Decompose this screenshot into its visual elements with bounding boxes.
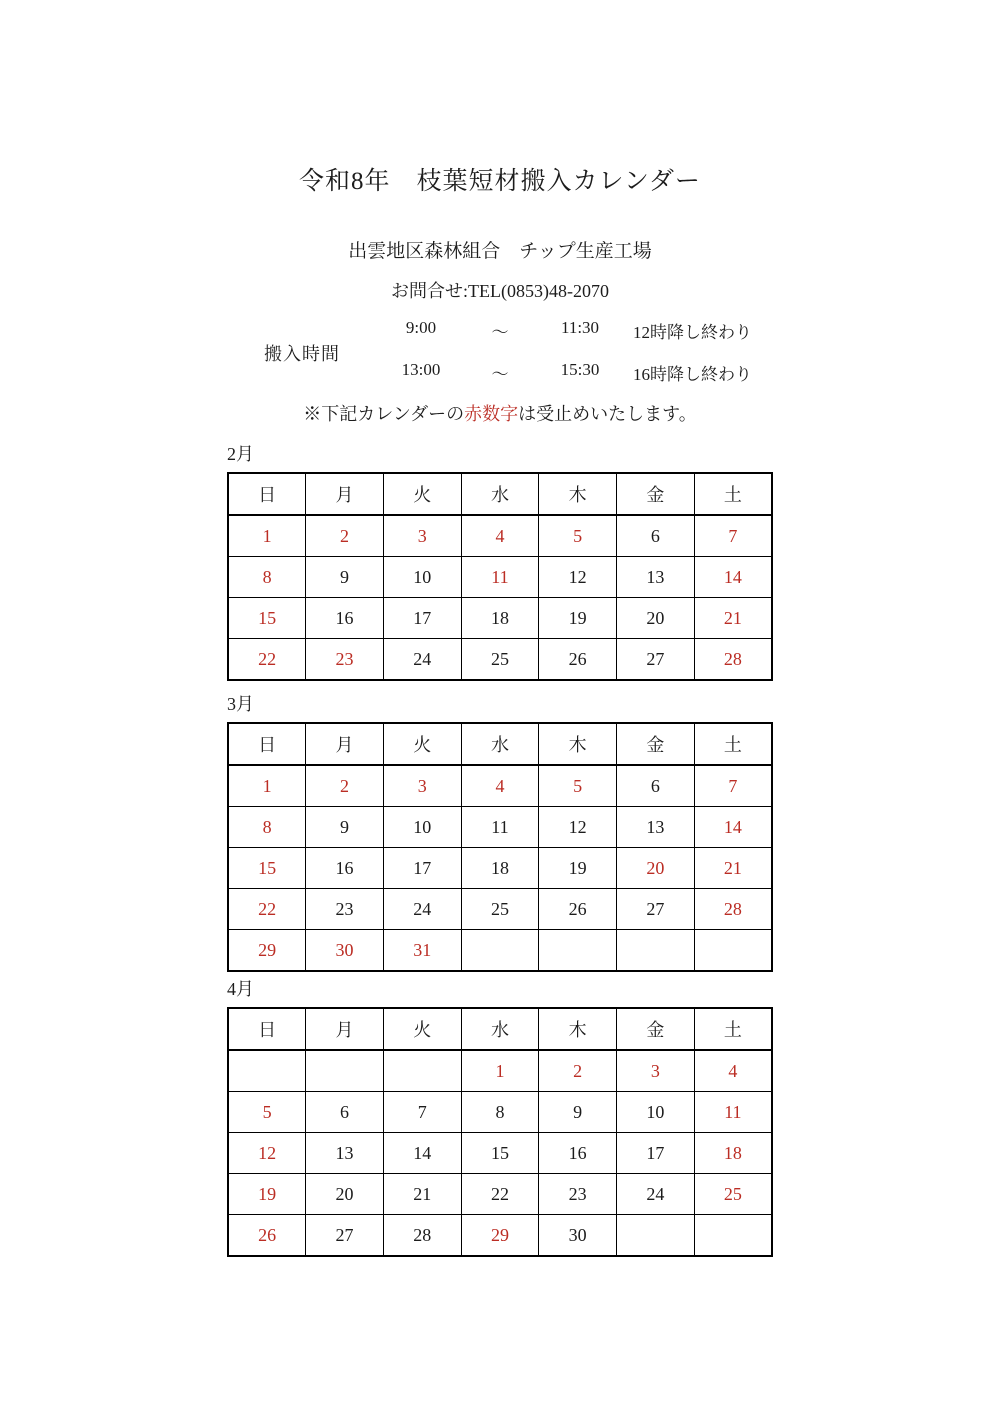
day-cell: 26 (539, 639, 617, 681)
day-cell: 16 (306, 598, 384, 639)
weekday-header-cell: 木 (539, 473, 617, 515)
day-cell: 23 (306, 639, 384, 681)
weekday-header-cell: 日 (228, 473, 306, 515)
weekday-header-cell: 火 (383, 723, 461, 765)
day-cell: 18 (694, 1133, 772, 1174)
week-row (228, 639, 772, 681)
calendar-table (227, 472, 773, 681)
delivery-row-afternoon (0, 360, 1000, 382)
day-cell: 28 (694, 889, 772, 930)
week-row (228, 1174, 772, 1215)
day-cell: 24 (617, 1174, 695, 1215)
day-cell: 27 (617, 639, 695, 681)
day-cell: 30 (539, 1215, 617, 1257)
weekday-header-cell: 日 (228, 723, 306, 765)
day-cell: 18 (461, 848, 539, 889)
day-cell: 28 (694, 639, 772, 681)
day-cell: 23 (306, 889, 384, 930)
day-cell: 28 (383, 1215, 461, 1257)
day-cell: 8 (228, 807, 306, 848)
afternoon-unload-deadline: 16時降し終わり (633, 365, 752, 384)
day-cell: 14 (383, 1133, 461, 1174)
week-row (228, 765, 772, 807)
day-cell: 27 (617, 889, 695, 930)
weekday-header-row (228, 723, 772, 765)
day-cell: 12 (228, 1133, 306, 1174)
weekday-header-cell: 金 (617, 723, 695, 765)
calendar-february (227, 440, 773, 681)
day-cell: 18 (461, 598, 539, 639)
weekday-header-cell: 土 (694, 473, 772, 515)
notice-suffix: は受止めいたします。 (518, 404, 697, 424)
delivery-time-label: 搬入時間 (264, 344, 340, 364)
day-cell: 25 (694, 1174, 772, 1215)
day-cell: 24 (383, 889, 461, 930)
day-cell: 19 (539, 848, 617, 889)
weekday-header-row (228, 1008, 772, 1050)
notice-prefix: ※下記カレンダーの (303, 404, 465, 424)
weekday-header-cell: 土 (694, 1008, 772, 1050)
day-cell: 5 (539, 515, 617, 557)
empty-day-cell (383, 1050, 461, 1092)
day-cell: 17 (383, 848, 461, 889)
week-row (228, 930, 772, 972)
page-title: 令和8年 枝葉短材搬入カレンダー (299, 168, 701, 195)
week-row (228, 557, 772, 598)
day-cell: 1 (461, 1050, 539, 1092)
day-cell: 6 (617, 515, 695, 557)
day-cell: 6 (306, 1092, 384, 1133)
day-cell: 25 (461, 889, 539, 930)
weekday-header-cell: 月 (306, 1008, 384, 1050)
weekday-header-cell: 火 (383, 1008, 461, 1050)
day-cell: 13 (306, 1133, 384, 1174)
day-cell: 26 (539, 889, 617, 930)
month-label: 2月 (227, 444, 254, 464)
day-cell: 2 (306, 765, 384, 807)
empty-day-cell (228, 1050, 306, 1092)
day-cell: 30 (306, 930, 384, 972)
day-cell: 20 (306, 1174, 384, 1215)
afternoon-end-time: 15:30 (560, 360, 600, 379)
calendar-table (227, 722, 773, 972)
day-cell: 15 (461, 1133, 539, 1174)
day-cell: 29 (461, 1215, 539, 1257)
day-cell: 2 (539, 1050, 617, 1092)
day-cell: 14 (694, 557, 772, 598)
day-cell: 13 (617, 807, 695, 848)
week-row (228, 848, 772, 889)
day-cell: 4 (461, 515, 539, 557)
day-cell: 7 (694, 515, 772, 557)
day-cell: 10 (383, 557, 461, 598)
weekday-header-cell: 金 (617, 1008, 695, 1050)
day-cell: 2 (306, 515, 384, 557)
calendar-april (227, 975, 773, 1257)
weekday-header-cell: 水 (461, 723, 539, 765)
week-row (228, 1092, 772, 1133)
calendar-march (227, 690, 773, 972)
tilde-separator: ～ (491, 365, 509, 384)
delivery-row-morning (0, 318, 1000, 340)
weekday-header-row (228, 473, 772, 515)
day-cell: 1 (228, 515, 306, 557)
day-cell: 19 (539, 598, 617, 639)
day-cell: 5 (539, 765, 617, 807)
empty-day-cell (539, 930, 617, 972)
month-label: 4月 (227, 979, 254, 999)
day-cell: 3 (617, 1050, 695, 1092)
day-cell: 21 (694, 848, 772, 889)
day-cell: 26 (228, 1215, 306, 1257)
day-cell: 4 (461, 765, 539, 807)
day-cell: 13 (617, 557, 695, 598)
day-cell: 3 (383, 765, 461, 807)
day-cell: 10 (617, 1092, 695, 1133)
day-cell: 25 (461, 639, 539, 681)
weekday-header-cell: 水 (461, 1008, 539, 1050)
day-cell: 21 (383, 1174, 461, 1215)
calendar-table (227, 1007, 773, 1257)
day-cell: 9 (306, 807, 384, 848)
day-cell: 7 (383, 1092, 461, 1133)
morning-start-time: 9:00 (405, 318, 437, 337)
weekday-header-cell: 火 (383, 473, 461, 515)
day-cell: 11 (694, 1092, 772, 1133)
empty-day-cell (617, 1215, 695, 1257)
tilde-separator: ～ (491, 323, 509, 342)
day-cell: 10 (383, 807, 461, 848)
empty-day-cell (694, 1215, 772, 1257)
day-cell: 11 (461, 557, 539, 598)
red-number-notice (0, 400, 1000, 426)
day-cell: 23 (539, 1174, 617, 1215)
day-cell: 22 (228, 639, 306, 681)
day-cell: 7 (694, 765, 772, 807)
day-cell: 22 (228, 889, 306, 930)
day-cell: 16 (306, 848, 384, 889)
weekday-header-cell: 木 (539, 723, 617, 765)
organization-name: 出雲地区森林組合 チップ生産工場 (348, 241, 652, 262)
week-row (228, 1050, 772, 1092)
weekday-header-cell: 月 (306, 723, 384, 765)
week-row (228, 598, 772, 639)
day-cell: 24 (383, 639, 461, 681)
day-cell: 8 (228, 557, 306, 598)
weekday-header-cell: 木 (539, 1008, 617, 1050)
day-cell: 12 (539, 807, 617, 848)
day-cell: 6 (617, 765, 695, 807)
day-cell: 19 (228, 1174, 306, 1215)
day-cell: 8 (461, 1092, 539, 1133)
day-cell: 21 (694, 598, 772, 639)
day-cell: 17 (617, 1133, 695, 1174)
day-cell: 27 (306, 1215, 384, 1257)
weekday-header-cell: 月 (306, 473, 384, 515)
day-cell: 15 (228, 848, 306, 889)
day-cell: 20 (617, 848, 695, 889)
week-row (228, 1215, 772, 1257)
day-cell: 17 (383, 598, 461, 639)
week-row (228, 889, 772, 930)
day-cell: 5 (228, 1092, 306, 1133)
empty-day-cell (461, 930, 539, 972)
day-cell: 3 (383, 515, 461, 557)
day-cell: 22 (461, 1174, 539, 1215)
day-cell: 9 (539, 1092, 617, 1133)
morning-end-time: 11:30 (560, 318, 600, 337)
week-row (228, 1133, 772, 1174)
weekday-header-cell: 金 (617, 473, 695, 515)
notice-red-text: 赤数字 (464, 404, 519, 424)
day-cell: 11 (461, 807, 539, 848)
day-cell: 29 (228, 930, 306, 972)
week-row (228, 515, 772, 557)
afternoon-start-time: 13:00 (401, 360, 441, 379)
contact-phone: お問合せ:TEL(0853)48-2070 (391, 281, 609, 301)
weekday-header-cell: 水 (461, 473, 539, 515)
month-label: 3月 (227, 694, 254, 714)
empty-day-cell (617, 930, 695, 972)
day-cell: 31 (383, 930, 461, 972)
morning-unload-deadline: 12時降し終わり (633, 323, 752, 342)
day-cell: 14 (694, 807, 772, 848)
day-cell: 4 (694, 1050, 772, 1092)
empty-day-cell (306, 1050, 384, 1092)
empty-day-cell (694, 930, 772, 972)
day-cell: 16 (539, 1133, 617, 1174)
day-cell: 20 (617, 598, 695, 639)
weekday-header-cell: 日 (228, 1008, 306, 1050)
day-cell: 1 (228, 765, 306, 807)
weekday-header-cell: 土 (694, 723, 772, 765)
week-row (228, 807, 772, 848)
day-cell: 15 (228, 598, 306, 639)
day-cell: 12 (539, 557, 617, 598)
day-cell: 9 (306, 557, 384, 598)
